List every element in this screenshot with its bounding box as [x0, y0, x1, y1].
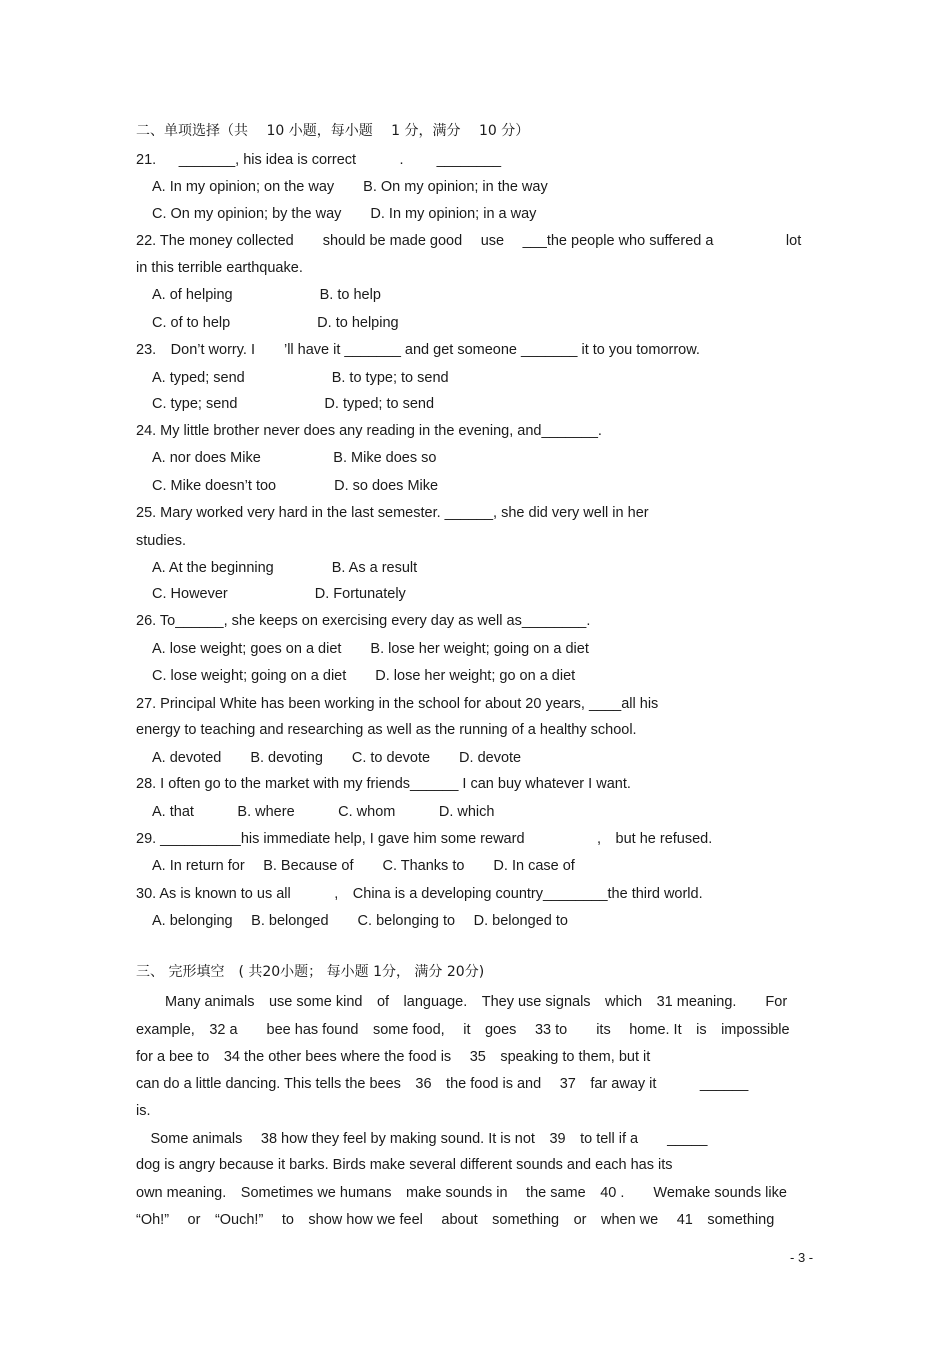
question-27-stem-line-1: 27. Principal White has been working in the school for about 20 years, ____all his — [136, 696, 659, 712]
question-30-stem: 30. As is known to us all , China is a developing country________the third world. — [136, 886, 703, 902]
question-23-options-line-1: A. typed; send B. to type; to send — [152, 370, 449, 386]
question-29-options: A. In return for B. Because of C. Thanks to D. In case of — [152, 858, 575, 874]
page-number: - 3 - — [790, 1250, 814, 1265]
passage-line-7: dog is angry because it barks. Birds make several different sounds and each has its — [136, 1157, 673, 1173]
passage-line-3: for a bee to 34 the other bees where the food is 35 speaking to them, but it — [136, 1049, 651, 1065]
question-22-options-line-2: C. of to help D. to helping — [152, 315, 399, 331]
question-22-options-line-1: A. of helping B. to help — [152, 287, 381, 303]
question-21-options-line-1: A. In my opinion; on the way B. On my opinion; in the way — [152, 179, 548, 195]
question-25-stem-line-2: studies. — [136, 533, 186, 549]
question-24-options-line-2: C. Mike doesn’t too D. so does Mike — [152, 478, 439, 494]
question-30-options: A. belonging B. belonged C. belonging to D. belonged to — [152, 913, 568, 929]
question-27-stem-line-2: energy to teaching and researching as well as the running of a healthy school. — [136, 722, 637, 738]
question-26-options-line-2: C. lose weight; going on a diet D. lose her weight; go on a diet — [152, 668, 576, 684]
question-22-stem-line-1: 22. The money collected should be made good use ___the people who suffered a lot — [136, 233, 802, 249]
question-25-options-line-1: A. At the beginning B. As a result — [152, 560, 418, 576]
section-2-title: 二、单项选择（共 10 小题，每小题 1 分，满分 10 分） — [136, 123, 530, 139]
question-27-options: A. devoted B. devoting C. to devote D. devote — [152, 750, 522, 766]
question-24-stem: 24. My little brother never does any reading in the evening, and_______. — [136, 423, 602, 439]
passage-line-5: is. — [136, 1103, 151, 1119]
question-24-options-line-1: A. nor does Mike B. Mike does so — [152, 450, 437, 466]
question-26-options-line-1: A. lose weight; goes on a diet B. lose her weight; going on a diet — [152, 641, 589, 657]
question-26-stem: 26. To______, she keeps on exercising every day as well as________. — [136, 613, 591, 629]
passage-line-1: Many animals use some kind of language. They use signals which 31 meaning. For — [136, 994, 788, 1010]
passage-line-4: can do a little dancing. This tells the bees 36 the food is and 37 far away it ______ — [136, 1076, 749, 1092]
question-22-stem-line-2: in this terrible earthquake. — [136, 260, 303, 276]
question-29-stem: 29. __________his immediate help, I gave him some reward , but he refused. — [136, 831, 713, 847]
passage-line-2: example, 32 a bee has found some food, it goes 33 to its home. It is impossible — [136, 1022, 790, 1038]
question-25-stem-line-1: 25. Mary worked very hard in the last semester. ______, she did very well in her — [136, 505, 649, 521]
passage-line-6: Some animals 38 how they feel by making sound. It is not 39 to tell if a _____ — [136, 1131, 708, 1147]
question-21-options-line-2: C. On my opinion; by the way D. In my opinion; in a way — [152, 206, 537, 222]
section-3-title: 三、 完形填空 ( 共20小题； 每小题 1分， 满分 20分) — [136, 964, 485, 980]
question-25-options-line-2: C. However D. Fortunately — [152, 586, 406, 602]
question-28-options: A. that B. where C. whom D. which — [152, 804, 495, 820]
question-23-stem: 23. Don’t worry. I ’ll have it _______ and get someone _______ it to you tomorrow. — [136, 342, 700, 358]
question-23-options-line-2: C. type; send D. typed; to send — [152, 396, 435, 412]
passage-line-8: own meaning. Sometimes we humans make sounds in the same 40 . Wemake sounds like — [136, 1185, 787, 1201]
question-21-stem: 21. _______, his idea is correct . ________ — [136, 152, 502, 168]
passage-line-9: “Oh!” or “Ouch!” to show how we feel about something or when we 41 something — [136, 1212, 775, 1228]
question-28-stem: 28. I often go to the market with my friends______ I can buy whatever I want. — [136, 776, 631, 792]
